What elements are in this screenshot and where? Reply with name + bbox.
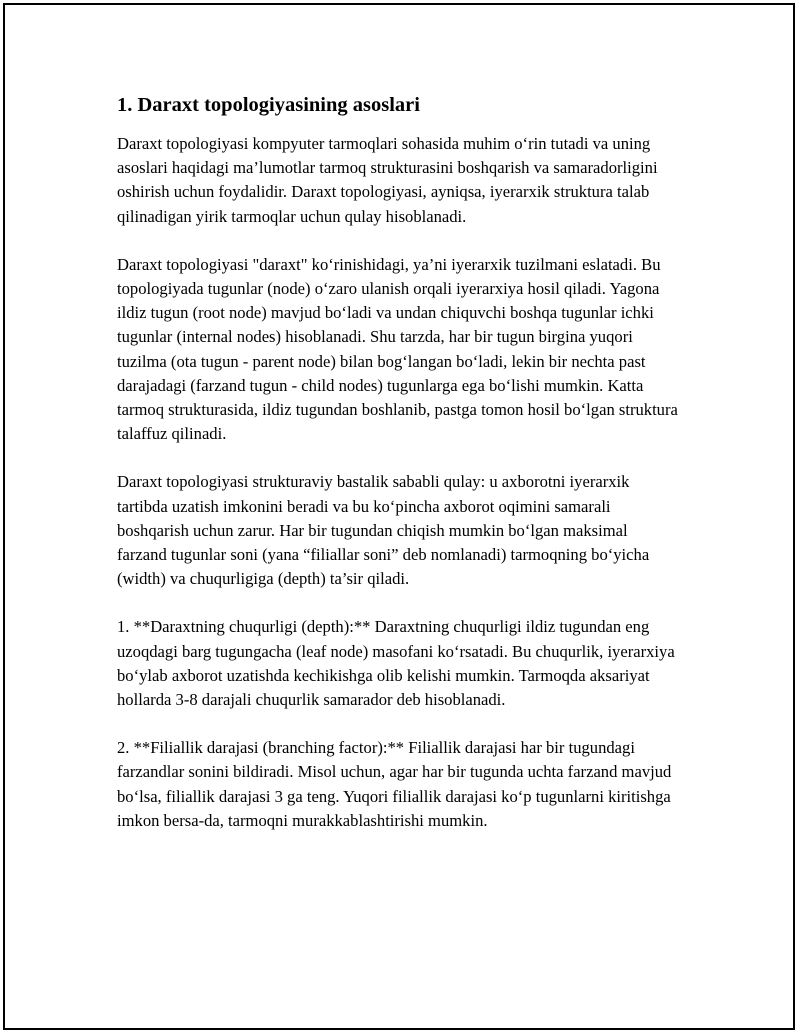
- document-body: [117, 92, 679, 857]
- paragraph-structure: Daraxt topologiyasi "daraxt" ko‘rinishidagi, ya’ni iyerarxik tuzilmani eslatadi. Bu topologiyada tugunlar (node) o‘zaro ulanish orqali iyerarxiya hosil qiladi. Yagona ildiz tugun (root node) mavjud bo‘ladi va undan chiquvchi boshqa tugunlar ichki tugunlar (internal nodes) hisoblanadi. Shu tarzda, har bir tugun birgina yuqori tuzilma (ota tugun - parent node) bilan bog‘langan bo‘ladi, lekin bir nechta past darajadagi (farzand tugun - child nodes) tugunlarga ega bo‘lishi mumkin. Katta tarmoq strukturasida, ildiz tugundan boshlanib, pastga tomon hosil bo‘lgan struktura talaffuz qilinadi.: [117, 254, 678, 444]
- paragraph-intro: Daraxt topologiyasi kompyuter tarmoqlari sohasida muhim o‘rin tutadi va uning asoslari haqidagi ma’lumotlar tarmoq strukturasini boshqarish va samaradorligini oshirish uchun foydalidir. Daraxt topologiyasi, ayniqsa, iyerarxik struktura talab qilinadigan yirik tarmoqlar uchun qulay hisoblanadi.: [117, 134, 658, 226]
- section-heading: 1. Daraxt topologiyasining asoslari: [117, 94, 420, 116]
- paragraph-depth: 1. **Daraxtning chuqurligi (depth):** Daraxtning chuqurligi ildiz tugundan eng uzoqdagi barg tugungacha (leaf node) masofani ko‘rsatadi. Bu chuqurlik, iyerarxiya bo‘ylab axborot uzatishda kechikishga olib kelishi mumkin. Tarmoqda aksariyat hollarda 3-8 darajali chuqurlik samarador deb hisoblanadi.: [117, 617, 675, 710]
- paragraph-branching: 2. **Filiallik darajasi (branching factor):** Filiallik darajasi har bir tugundagi farzandlar sonini bildiradi. Misol uchun, agar har bir tugunda uchta farzand mavjud bo‘lsa, filiallik darajasi 3 ga teng. Yuqori filiallik darajasi ko‘p tugunlarni kiritishga imkon bersa-da, tarmoqni murakkablashtirishi mumkin.: [117, 738, 672, 830]
- paragraph-advantages: Daraxt topologiyasi strukturaviy bastalik sababli qulay: u axborotni iyerarxik tartibda uzatish imkonini beradi va bu ko‘pincha axborot oqimini samarali boshqarish uchun zarur. Har bir tugundan chiqish mumkin bo‘lgan maksimal farzand tugunlar soni (yana “filiallar soni” deb nomlanadi) tarmoqning bo‘yicha (width) va chuqurligiga (depth) ta’sir qiladi.: [117, 472, 650, 589]
